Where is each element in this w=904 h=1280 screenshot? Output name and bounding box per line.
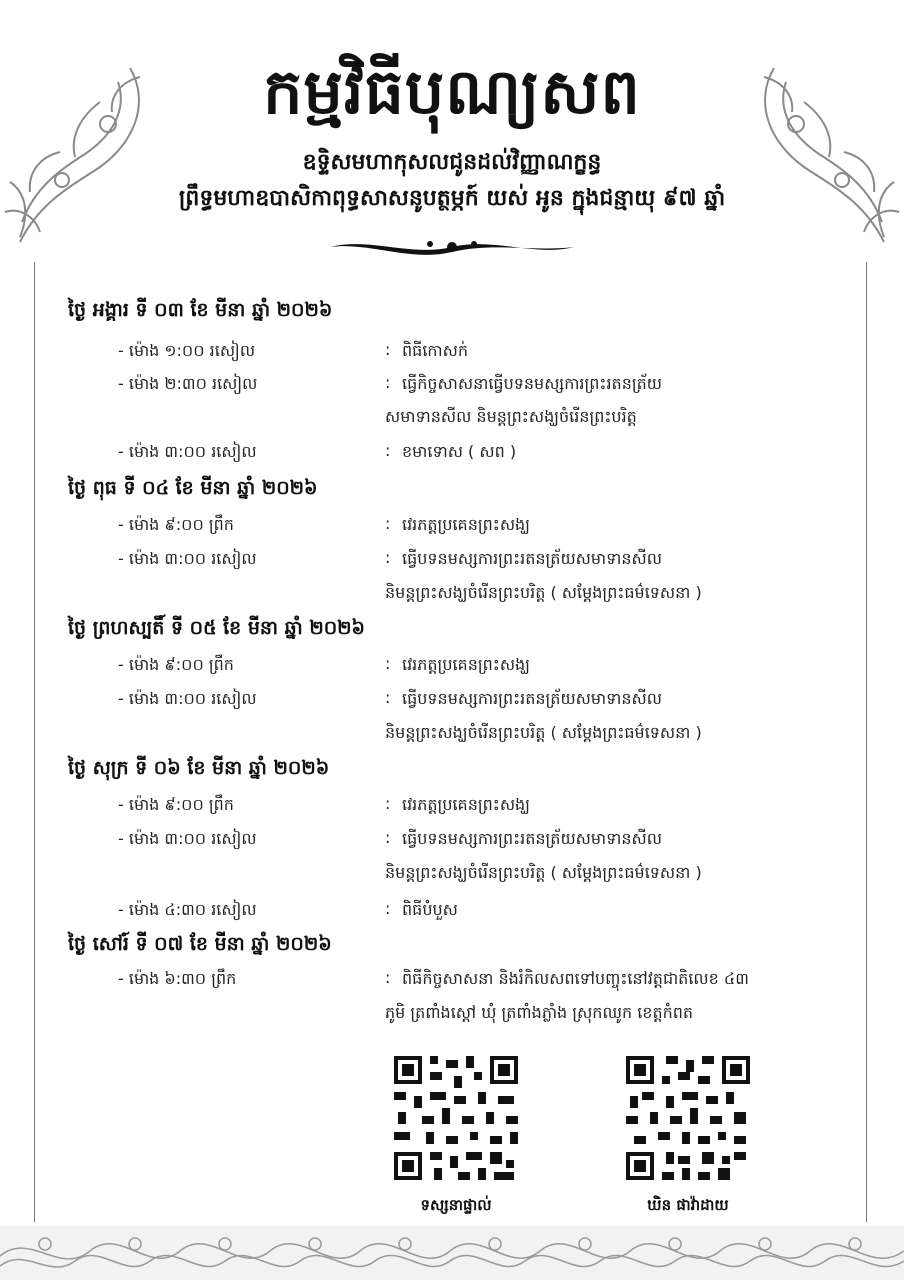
- separator-colon: :: [385, 828, 391, 847]
- schedule-time: - ម៉ោង ៩:០០ ព្រឹក: [118, 655, 234, 674]
- schedule-activity-continued: និមន្តព្រះសង្ឃចំរើនព្រះបរិត្ត ( សម្តែងព្រះធម៌ទេសនា ): [385, 723, 702, 742]
- schedule-activity: ពិធីបំបួស: [402, 900, 458, 919]
- deceased-name-line: ព្រឹទ្ធមហាឧបាសិកាពុទ្ធសាសនូបត្ថម្ភក៍ យស់ អូន ក្នុងជន្មាយុ ៩៧ ឆ្នាំ: [178, 186, 726, 211]
- separator-colon: :: [385, 688, 391, 707]
- schedule-time: - ម៉ោង ៣:០០ រសៀល: [118, 689, 257, 708]
- schedule-activity: ពិធីកិច្ចសាសនា និងរំកិលសពទៅបញ្ចុះនៅវត្តជាតិលេខ ៤៣: [402, 969, 749, 988]
- schedule-activity: វេរភត្តប្រគេនព្រះសង្ឃ: [402, 655, 530, 674]
- schedule-time: - ម៉ោង ១:០០ រសៀល: [118, 341, 256, 360]
- schedule-activity-continued: សមាទានសីល និមន្តព្រះសង្ឃចំរើនព្រះបរិត្ត: [385, 407, 637, 426]
- schedule-activity: វេរភត្តប្រគេនព្រះសង្ឃ: [402, 795, 530, 814]
- separator-colon: :: [385, 514, 391, 533]
- schedule-activity-continued: និមន្តព្រះសង្ឃចំរើនព្រះបរិត្ត ( សម្តែងព្រះធម៌ទេសនា ): [385, 583, 702, 602]
- separator-colon: :: [385, 899, 391, 918]
- separator-colon: :: [385, 373, 391, 392]
- day-heading: ថ្ងៃ សៅរ៍ ទី ០៧ ខែ មីនា ឆ្នាំ ២០២៦: [68, 933, 332, 955]
- schedule-time: - ម៉ោង ៦:៣០ ព្រឹក: [118, 969, 237, 988]
- day-heading: ថ្ងៃ សុក្រ ទី ០៦ ខែ មីនា ឆ្នាំ ២០២៦: [68, 757, 330, 779]
- schedule-time: - ម៉ោង ៩:០០ ព្រឹក: [118, 515, 234, 534]
- right-border-line: [866, 262, 867, 1222]
- qr-code-icon[interactable]: [622, 1052, 754, 1184]
- day-heading: ថ្ងៃ ព្រហស្បតិ៍ ទី ០៥ ខែ មីនា ឆ្នាំ ២០២៦: [68, 617, 365, 639]
- schedule-time: - ម៉ោង ៤:៣០ រសៀល: [118, 900, 257, 919]
- schedule-activity-continued: ភូមិ ត្រពាំងស្ដៅ ឃុំ ត្រពាំងភ្លាំង ស្រុកឈូក ខេត្តកំពត: [385, 1003, 694, 1022]
- separator-colon: :: [385, 548, 391, 567]
- schedule-time: - ម៉ោង ៩:០០ ព្រឹក: [118, 795, 234, 814]
- divider-ornament-icon: [330, 232, 574, 262]
- schedule-activity-continued: និមន្តព្រះសង្ឃចំរើនព្រះបរិត្ត ( សម្តែងព្រះធម៌ទេសនា ): [385, 863, 702, 882]
- schedule-time: - ម៉ោង ៣:០០ រសៀល: [118, 442, 257, 461]
- dedication-line: ឧទ្ទិសមហាកុសលជូនដល់វិញ្ញាណក្ខន្ធ: [302, 150, 602, 175]
- ornamental-border-bottom-icon: [0, 1226, 904, 1280]
- page-title: កម្មវិធីបុណ្យសព: [263, 55, 641, 128]
- schedule-activity: ធ្វើបទនមស្សការព្រះរតនត្រ័យសមាទានសីល: [402, 549, 662, 568]
- schedule-activity: ខមាទោស ( សព ): [402, 442, 517, 461]
- schedule-activity: ធ្វើបទនមស្សការព្រះរតនត្រ័យសមាទានសីល: [402, 829, 662, 848]
- separator-colon: :: [385, 340, 391, 359]
- separator-colon: :: [385, 794, 391, 813]
- schedule-time: - ម៉ោង ២:៣០ រសៀល: [118, 374, 258, 393]
- day-heading: ថ្ងៃ អង្គារ ទី ០៣ ខែ មីនា ឆ្នាំ ២០២៦: [68, 299, 333, 321]
- schedule-activity: ធ្វើបទនមស្សការព្រះរតនត្រ័យសមាទានសីល: [402, 689, 662, 708]
- separator-colon: :: [385, 441, 391, 460]
- qr-code-icon[interactable]: [390, 1052, 522, 1184]
- qr-label-right: ឃិន ផាវ៉ាដាយ: [647, 1196, 729, 1214]
- schedule-time: - ម៉ោង ៣:០០ រសៀល: [118, 549, 257, 568]
- schedule-activity: ធ្វើកិច្ចសាសនាធ្វើបទនមស្សការព្រះរតនត្រ័យ: [402, 374, 662, 393]
- schedule-activity: វេរភត្តប្រគេនព្រះសង្ឃ: [402, 515, 530, 534]
- left-border-line: [34, 262, 35, 1222]
- separator-colon: :: [385, 968, 391, 987]
- schedule-time: - ម៉ោង ៣:០០ រសៀល: [118, 829, 257, 848]
- qr-label-left: ទស្សនាផ្ទាល់: [420, 1196, 492, 1214]
- day-heading: ថ្ងៃ ពុធ ទី ០៤ ខែ មីនា ឆ្នាំ ២០២៦: [68, 477, 318, 499]
- schedule-activity: ពិធីកោសក់: [402, 341, 469, 360]
- separator-colon: :: [385, 654, 391, 673]
